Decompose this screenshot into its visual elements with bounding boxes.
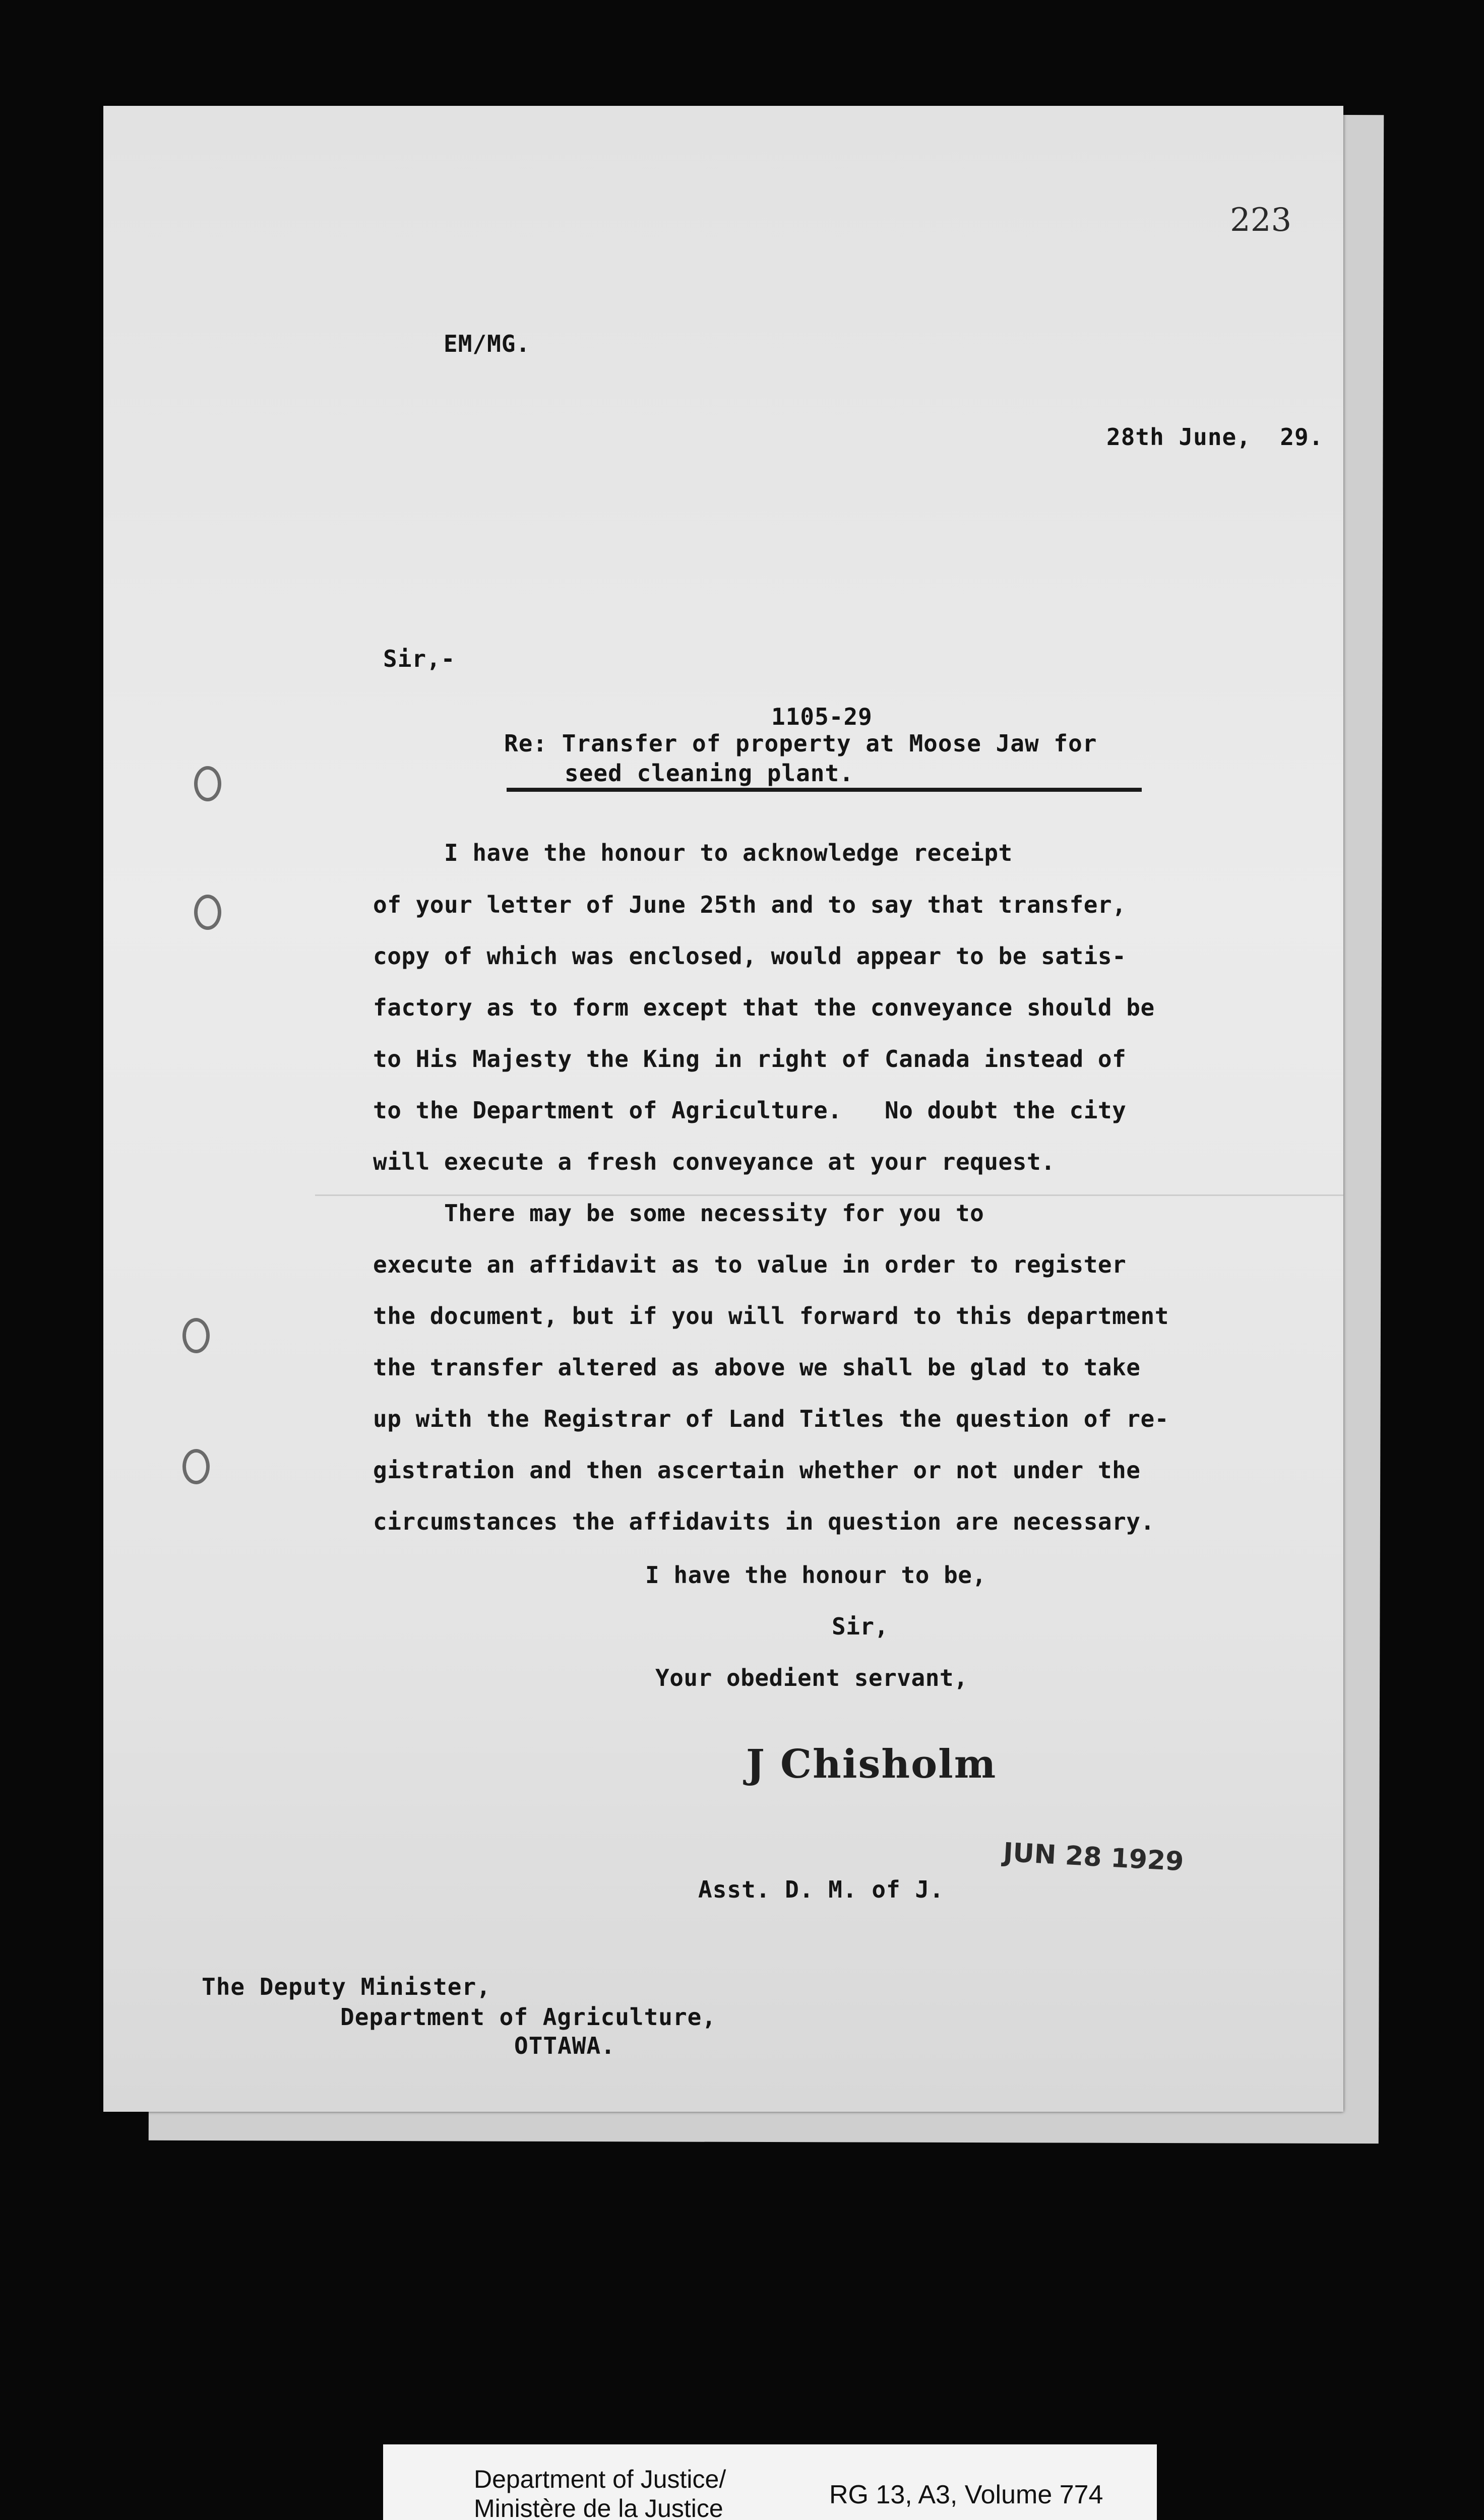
signature: J Chisholm: [746, 1741, 997, 1787]
addressee-line: OTTAWA.: [514, 2032, 615, 2059]
body-line: copy of which was enclosed, would appear to be satis-: [373, 942, 1127, 970]
salutation: Sir,-: [383, 645, 456, 672]
closing-line: I have the honour to be,: [645, 1561, 986, 1589]
department-name-fr: Ministère de la Justice: [474, 2494, 723, 2520]
punch-hole-icon: [194, 766, 221, 801]
department-name-en: Department of Justice/: [474, 2465, 726, 2493]
body-line: There may be some necessity for you to: [373, 1200, 984, 1227]
letter-date: 28th June, 29.: [1106, 423, 1324, 451]
closing-line: Sir,: [832, 1613, 889, 1640]
reference-initials: EM/MG.: [444, 330, 531, 357]
body-line: the transfer altered as above we shall be glad to take: [373, 1354, 1141, 1381]
file-number: 1105-29: [771, 703, 873, 730]
department-name: [474, 2465, 726, 2520]
subject-line: seed cleaning plant.: [565, 760, 854, 787]
archive-reference-label: [383, 2444, 1157, 2520]
archive-reference-number: RG 13, A3, Volume 774: [829, 2480, 1103, 2509]
date-stamp: JUN 28 1929: [1002, 1837, 1185, 1877]
body-line: gistration and then ascertain whether or not under the: [373, 1457, 1141, 1484]
body-line: will execute a fresh conveyance at your request.: [373, 1148, 1056, 1175]
body-line: circumstances the affidavits in question are necessary.: [373, 1508, 1155, 1535]
page-number: 223: [1230, 202, 1292, 239]
signer-title: Asst. D. M. of J.: [698, 1876, 944, 1903]
punch-hole-icon: [182, 1449, 210, 1484]
closing-line: Your obedient servant,: [655, 1664, 968, 1691]
punch-hole-icon: [194, 895, 221, 930]
subject-line: Re: Transfer of property at Moose Jaw for: [504, 730, 1097, 757]
addressee-line: The Deputy Minister,: [202, 1973, 491, 2000]
fold-line: [315, 1194, 1343, 1196]
body-line: up with the Registrar of Land Titles the question of re-: [373, 1405, 1169, 1432]
addressee-line: Department of Agriculture,: [340, 2003, 717, 2031]
body-line: of your letter of June 25th and to say that transfer,: [373, 891, 1127, 918]
body-line: to His Majesty the King in right of Canada instead of: [373, 1045, 1127, 1073]
body-line: to the Department of Agriculture. No doubt the city: [373, 1097, 1127, 1124]
body-line: execute an affidavit as to value in order to register: [373, 1251, 1127, 1278]
body-line: factory as to form except that the conveyance should be: [373, 994, 1155, 1021]
punch-hole-icon: [182, 1318, 210, 1353]
body-line: the document, but if you will forward to this department: [373, 1302, 1169, 1330]
subject-underline: [507, 788, 1142, 792]
body-line: I have the honour to acknowledge receipt: [373, 839, 1013, 866]
